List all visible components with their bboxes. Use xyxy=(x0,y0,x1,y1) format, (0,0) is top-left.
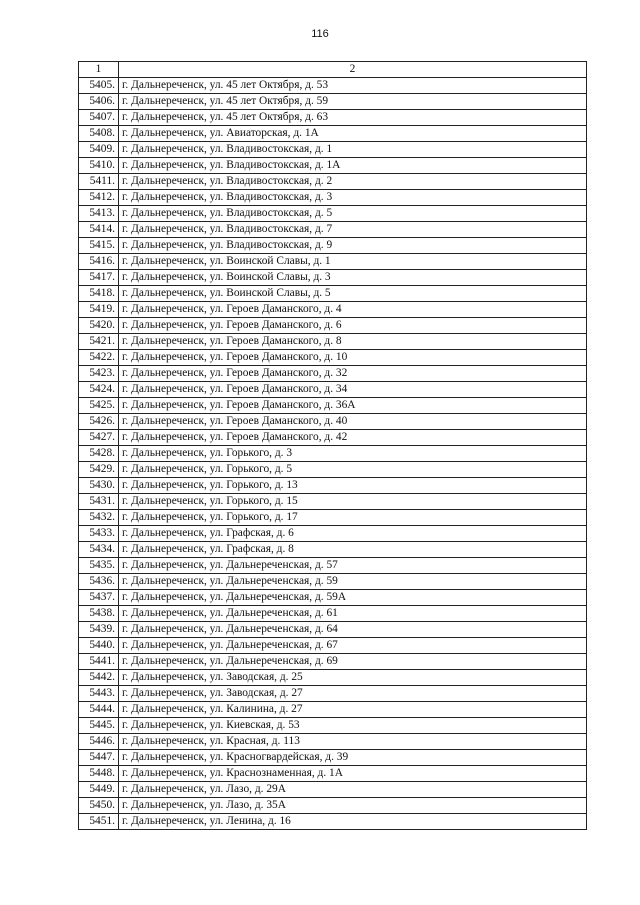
table-row xyxy=(79,270,587,286)
address-cell: г. Дальнереченск, ул. Дальнереченская, д. 69 xyxy=(119,654,587,670)
table-row xyxy=(79,78,587,94)
table-row xyxy=(79,334,587,350)
address-cell: г. Дальнереченск, ул. 45 лет Октября, д. 53 xyxy=(119,78,587,94)
address-cell: г. Дальнереченск, ул. Авиаторская, д. 1А xyxy=(119,126,587,142)
table-row xyxy=(79,238,587,254)
table-row xyxy=(79,430,587,446)
table-row xyxy=(79,670,587,686)
table-row xyxy=(79,558,587,574)
address-cell: г. Дальнереченск, ул. Владивостокская, д. 2 xyxy=(119,174,587,190)
address-cell: г. Дальнереченск, ул. Лазо, д. 29А xyxy=(119,782,587,798)
table-row xyxy=(79,702,587,718)
table-row xyxy=(79,366,587,382)
address-cell: г. Дальнереченск, ул. Героев Даманского, д. 8 xyxy=(119,334,587,350)
table-row xyxy=(79,254,587,270)
table-row xyxy=(79,510,587,526)
row-number-cell: 5433. xyxy=(79,526,119,542)
table-header-row xyxy=(79,62,587,78)
address-cell: г. Дальнереченск, ул. 45 лет Октября, д. 63 xyxy=(119,110,587,126)
address-cell: г. Дальнереченск, ул. Красная, д. 113 xyxy=(119,734,587,750)
row-number-cell: 5424. xyxy=(79,382,119,398)
table-row xyxy=(79,302,587,318)
page-number: 116 xyxy=(311,28,329,40)
table-row xyxy=(79,206,587,222)
row-number-cell: 5417. xyxy=(79,270,119,286)
table-row xyxy=(79,734,587,750)
row-number-cell: 5419. xyxy=(79,302,119,318)
table-row xyxy=(79,542,587,558)
table-row xyxy=(79,654,587,670)
address-cell: г. Дальнереченск, ул. Героев Даманского, д. 34 xyxy=(119,382,587,398)
row-number-cell: 5432. xyxy=(79,510,119,526)
table-row xyxy=(79,142,587,158)
table-row xyxy=(79,526,587,542)
table-row xyxy=(79,398,587,414)
address-cell: г. Дальнереченск, ул. Героев Даманского, д. 42 xyxy=(119,430,587,446)
address-cell: г. Дальнереченск, ул. Владивостокская, д. 9 xyxy=(119,238,587,254)
row-number-cell: 5431. xyxy=(79,494,119,510)
row-number-cell: 5450. xyxy=(79,798,119,814)
row-number-cell: 5436. xyxy=(79,574,119,590)
address-cell: г. Дальнереченск, ул. Владивостокская, д. 5 xyxy=(119,206,587,222)
address-cell: г. Дальнереченск, ул. Горького, д. 13 xyxy=(119,478,587,494)
address-cell: г. Дальнереченск, ул. Дальнереченская, д. 59А xyxy=(119,590,587,606)
table-row xyxy=(79,382,587,398)
row-number-cell: 5439. xyxy=(79,622,119,638)
row-number-cell: 5411. xyxy=(79,174,119,190)
row-number-cell: 5410. xyxy=(79,158,119,174)
table-row xyxy=(79,414,587,430)
address-cell: г. Дальнереченск, ул. Героев Даманского, д. 10 xyxy=(119,350,587,366)
row-number-cell: 5451. xyxy=(79,814,119,830)
row-number-cell: 5409. xyxy=(79,142,119,158)
table-row xyxy=(79,174,587,190)
row-number-cell: 5441. xyxy=(79,654,119,670)
row-number-cell: 5422. xyxy=(79,350,119,366)
row-number-cell: 5420. xyxy=(79,318,119,334)
address-cell: г. Дальнереченск, ул. Владивостокская, д. 3 xyxy=(119,190,587,206)
row-number-cell: 5435. xyxy=(79,558,119,574)
address-cell: г. Дальнереченск, ул. Горького, д. 5 xyxy=(119,462,587,478)
table-row xyxy=(79,350,587,366)
row-number-cell: 5412. xyxy=(79,190,119,206)
table-row xyxy=(79,574,587,590)
row-number-cell: 5434. xyxy=(79,542,119,558)
address-cell: г. Дальнереченск, ул. Ленина, д. 16 xyxy=(119,814,587,830)
table-row xyxy=(79,638,587,654)
table-row xyxy=(79,494,587,510)
row-number-cell: 5428. xyxy=(79,446,119,462)
table-row xyxy=(79,622,587,638)
address-cell: г. Дальнереченск, ул. Заводская, д. 25 xyxy=(119,670,587,686)
row-number-cell: 5429. xyxy=(79,462,119,478)
address-cell: г. Дальнереченск, ул. Владивостокская, д. 1А xyxy=(119,158,587,174)
row-number-cell: 5408. xyxy=(79,126,119,142)
address-cell: г. Дальнереченск, ул. Горького, д. 15 xyxy=(119,494,587,510)
row-number-cell: 5421. xyxy=(79,334,119,350)
row-number-cell: 5440. xyxy=(79,638,119,654)
table-row xyxy=(79,782,587,798)
address-cell: г. Дальнереченск, ул. Воинской Славы, д. 5 xyxy=(119,286,587,302)
table-row xyxy=(79,686,587,702)
table-row xyxy=(79,590,587,606)
address-cell: г. Дальнереченск, ул. Дальнереченская, д. 57 xyxy=(119,558,587,574)
address-cell: г. Дальнереченск, ул. Красногвардейская, д. 39 xyxy=(119,750,587,766)
address-cell: г. Дальнереченск, ул. Дальнереченская, д. 59 xyxy=(119,574,587,590)
row-number-cell: 5413. xyxy=(79,206,119,222)
address-cell: г. Дальнереченск, ул. Горького, д. 3 xyxy=(119,446,587,462)
table-row xyxy=(79,222,587,238)
address-cell: г. Дальнереченск, ул. Дальнереченская, д. 64 xyxy=(119,622,587,638)
address-cell: г. Дальнереченск, ул. Героев Даманского, д. 40 xyxy=(119,414,587,430)
row-number-cell: 5425. xyxy=(79,398,119,414)
column-header-address: 2 xyxy=(119,62,587,78)
address-cell: г. Дальнереченск, ул. Графская, д. 8 xyxy=(119,542,587,558)
address-cell: г. Дальнереченск, ул. Калинина, д. 27 xyxy=(119,702,587,718)
row-number-cell: 5443. xyxy=(79,686,119,702)
row-number-cell: 5415. xyxy=(79,238,119,254)
row-number-cell: 5405. xyxy=(79,78,119,94)
table-row xyxy=(79,126,587,142)
table-row xyxy=(79,286,587,302)
row-number-cell: 5444. xyxy=(79,702,119,718)
row-number-cell: 5406. xyxy=(79,94,119,110)
address-table xyxy=(78,61,587,830)
row-number-cell: 5448. xyxy=(79,766,119,782)
row-number-cell: 5414. xyxy=(79,222,119,238)
address-cell: г. Дальнереченск, ул. Графская, д. 6 xyxy=(119,526,587,542)
row-number-cell: 5407. xyxy=(79,110,119,126)
table-row xyxy=(79,190,587,206)
address-cell: г. Дальнереченск, ул. Владивостокская, д. 1 xyxy=(119,142,587,158)
address-cell: г. Дальнереченск, ул. Киевская, д. 53 xyxy=(119,718,587,734)
address-cell: г. Дальнереченск, ул. Воинской Славы, д. 1 xyxy=(119,254,587,270)
row-number-cell: 5446. xyxy=(79,734,119,750)
row-number-cell: 5442. xyxy=(79,670,119,686)
row-number-cell: 5430. xyxy=(79,478,119,494)
table-row xyxy=(79,766,587,782)
address-cell: г. Дальнереченск, ул. Лазо, д. 35А xyxy=(119,798,587,814)
row-number-cell: 5426. xyxy=(79,414,119,430)
row-number-cell: 5445. xyxy=(79,718,119,734)
row-number-cell: 5423. xyxy=(79,366,119,382)
table-row xyxy=(79,478,587,494)
table-row xyxy=(79,94,587,110)
table-row xyxy=(79,750,587,766)
table-row xyxy=(79,318,587,334)
row-number-cell: 5437. xyxy=(79,590,119,606)
address-cell: г. Дальнереченск, ул. Владивостокская, д. 7 xyxy=(119,222,587,238)
table-row xyxy=(79,718,587,734)
address-cell: г. Дальнереченск, ул. 45 лет Октября, д. 59 xyxy=(119,94,587,110)
table-row xyxy=(79,814,587,830)
address-cell: г. Дальнереченск, ул. Воинской Славы, д. 3 xyxy=(119,270,587,286)
address-cell: г. Дальнереченск, ул. Дальнереченская, д. 67 xyxy=(119,638,587,654)
table-row xyxy=(79,798,587,814)
row-number-cell: 5447. xyxy=(79,750,119,766)
address-cell: г. Дальнереченск, ул. Героев Даманского, д. 4 xyxy=(119,302,587,318)
address-cell: г. Дальнереченск, ул. Героев Даманского, д. 32 xyxy=(119,366,587,382)
row-number-cell: 5427. xyxy=(79,430,119,446)
table-row xyxy=(79,446,587,462)
address-cell: г. Дальнереченск, ул. Горького, д. 17 xyxy=(119,510,587,526)
address-cell: г. Дальнереченск, ул. Героев Даманского, д. 36А xyxy=(119,398,587,414)
table-row xyxy=(79,462,587,478)
row-number-cell: 5438. xyxy=(79,606,119,622)
table-row xyxy=(79,606,587,622)
address-cell: г. Дальнереченск, ул. Заводская, д. 27 xyxy=(119,686,587,702)
table-row xyxy=(79,158,587,174)
row-number-cell: 5418. xyxy=(79,286,119,302)
row-number-cell: 5416. xyxy=(79,254,119,270)
column-header-number: 1 xyxy=(79,62,119,78)
row-number-cell: 5449. xyxy=(79,782,119,798)
table-row xyxy=(79,110,587,126)
address-cell: г. Дальнереченск, ул. Героев Даманского, д. 6 xyxy=(119,318,587,334)
address-cell: г. Дальнереченск, ул. Дальнереченская, д. 61 xyxy=(119,606,587,622)
address-cell: г. Дальнереченск, ул. Краснознаменная, д. 1А xyxy=(119,766,587,782)
table-body xyxy=(79,78,587,830)
